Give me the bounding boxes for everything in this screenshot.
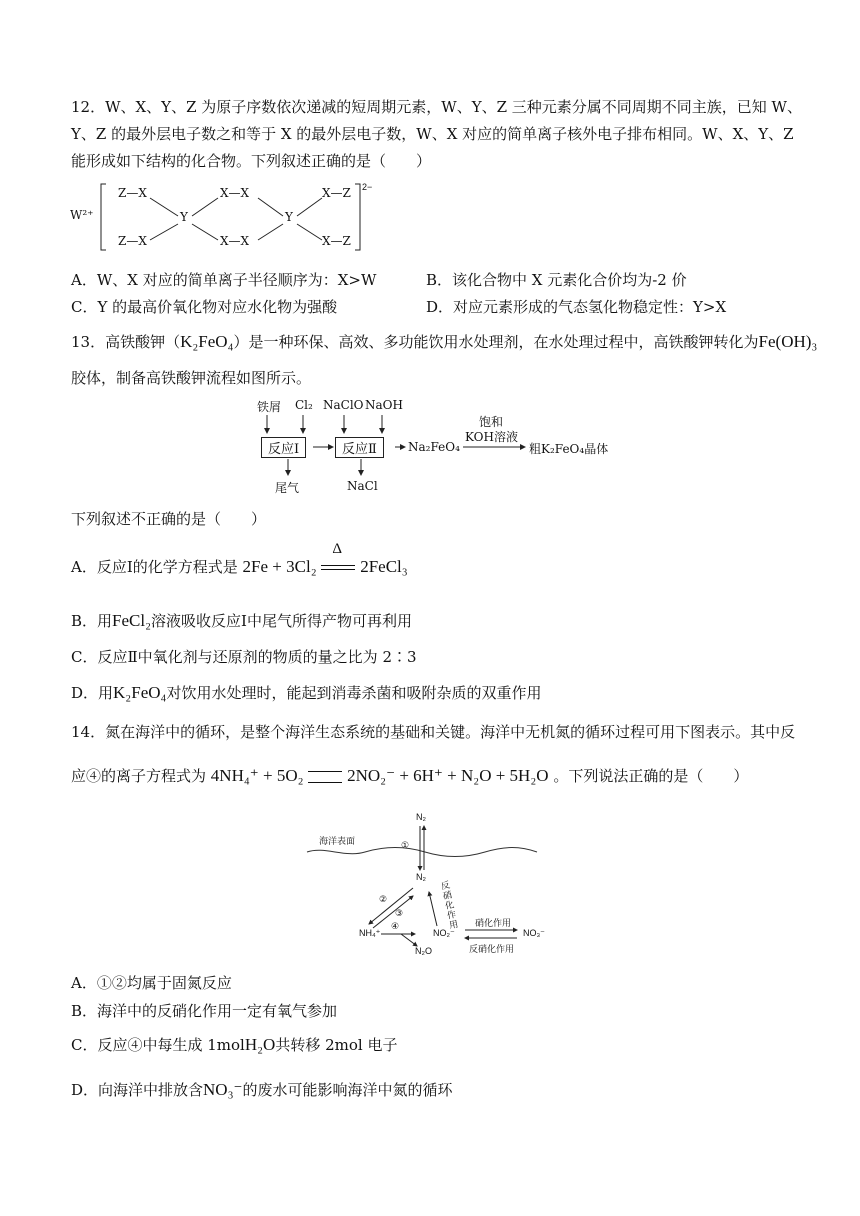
q13-option-b-post: 溶液吸收反应Ⅰ中尾气所得产物可再利用 bbox=[151, 612, 412, 630]
circle-1-label: ① bbox=[401, 840, 410, 850]
circle-4-label: ④ bbox=[391, 921, 400, 931]
q14-option-b: B．海洋中的反硝化作用一定有氧气参加 bbox=[71, 1002, 338, 1020]
flow-condition-bottom: KOH溶液 bbox=[465, 430, 518, 444]
formula-k2feo4-d: K₂FeO₄ bbox=[113, 683, 167, 702]
nh4-label: NH₄⁺ bbox=[359, 928, 381, 938]
z-x-bottom-left: Z—X bbox=[118, 234, 147, 248]
q13-stem-line1 bbox=[71, 332, 817, 352]
q13-option-b bbox=[71, 611, 412, 631]
q14-option-d-pre: D．向海洋中排放含 bbox=[71, 1081, 204, 1099]
circle-3-label: ③ bbox=[395, 908, 404, 918]
q13-option-c: C．反应Ⅱ中氧化剂与还原剂的物质的量之比为 2∶3 bbox=[71, 648, 417, 666]
y-atom-right: Y bbox=[285, 210, 293, 224]
q14-option-c bbox=[71, 1035, 397, 1055]
q14-stem-line2-a: 应④的离子方程式为 bbox=[71, 767, 207, 785]
q14-option-d bbox=[71, 1080, 453, 1100]
q13-option-a bbox=[71, 541, 408, 577]
flow-output-nacl: NaCl bbox=[347, 479, 378, 493]
q13-flow-chart bbox=[255, 395, 625, 500]
n2o-label: N₂O bbox=[415, 946, 432, 956]
flow-final-product: 粗K₂FeO₄晶体 bbox=[529, 442, 609, 456]
q12-option-c: C．Y 的最高价氧化物对应水化物为强酸 bbox=[71, 298, 338, 316]
q13-option-a-eq-left: 2Fe + 3Cl₂ bbox=[242, 557, 317, 576]
delta-equals-sign bbox=[321, 541, 355, 577]
nitrification-label: 硝化作用 bbox=[475, 918, 512, 928]
equals-sign bbox=[308, 771, 342, 783]
formula-k2feo4: K₂FeO₄ bbox=[180, 332, 234, 351]
q14-nitrogen-cycle-diagram bbox=[305, 810, 555, 960]
formula-h2o: H₂O bbox=[244, 1035, 276, 1054]
formula-no3: NO₃⁻ bbox=[203, 1080, 243, 1099]
q13-option-a-eq-right: 2FeCl₃ bbox=[360, 557, 408, 576]
q12-option-d: D．对应元素形成的气态氢化物稳定性：Y>X bbox=[426, 298, 727, 316]
q14-stem-line2-b: 。下列说法正确的是（ ） bbox=[553, 767, 749, 785]
q13-option-d-pre: D．用 bbox=[71, 684, 114, 702]
flow-input-naoh: NaOH bbox=[365, 398, 403, 412]
q13-option-d-post: 对饮用水处理时，能起到消毒杀菌和吸附杂质的双重作用 bbox=[166, 684, 542, 702]
q14-option-d-post: 的废水可能影响海洋中氮的循环 bbox=[242, 1081, 453, 1099]
denitrification-vertical-label: 反硝化作用 bbox=[439, 879, 460, 931]
q13-stem-b: ）是一种环保、高效、多功能饮用水处理剂，在水处理过程中，高铁酸钾转化为 bbox=[233, 333, 759, 351]
x-z-bottom-right: X—Z bbox=[322, 234, 351, 248]
denitrification-label: 反硝化作用 bbox=[469, 944, 515, 954]
q13-stem-a: 13．高铁酸钾（ bbox=[71, 333, 181, 351]
flow-reaction-1-box: 反应Ⅰ bbox=[261, 437, 306, 458]
q13-option-a-label: A．反应Ⅰ的化学方程式是 bbox=[71, 558, 238, 576]
y-atom-left: Y bbox=[180, 210, 188, 224]
formula-fecl2: FeCl₂ bbox=[112, 611, 152, 630]
z-x-top-left: Z—X bbox=[118, 186, 147, 200]
q13-option-b-pre: B．用 bbox=[71, 612, 113, 630]
q12-stem-line1: 12．W、X、Y、Z 为原子序数依次递减的短周期元素，W、Y、Z 三种元素分属不同周期不同主族，已知 W、 bbox=[71, 98, 802, 116]
q13-question: 下列叙述不正确的是（ ） bbox=[71, 510, 267, 528]
q12-option-b: B．该化合物中 X 元素化合价均为-2 价 bbox=[426, 271, 687, 289]
flow-input-cl2: Cl₂ bbox=[295, 398, 313, 412]
x-x-top: X—X bbox=[220, 186, 250, 200]
q12-option-a: A．W、X 对应的简单离子半径顺序为：X>W bbox=[71, 271, 377, 289]
anion-charge: 2− bbox=[362, 182, 373, 192]
q14-stem-line2 bbox=[71, 766, 748, 786]
flow-input-fe: 铁屑 bbox=[257, 400, 282, 414]
q12-stem-line2: Y、Z 的最外层电子数之和等于 X 的最外层电子数，W、X 对应的简单离子核外电子排布相同。W、X、Y、Z bbox=[71, 125, 794, 143]
n2-mid-label: N₂ bbox=[416, 872, 426, 882]
q14-option-a: A．①②均属于固氮反应 bbox=[71, 974, 232, 992]
formula-feoh3: Fe(OH)₃ bbox=[758, 332, 818, 351]
q14-equation-right: 2NO₂⁻ + 6H⁺ + N₂O + 5H₂O bbox=[347, 766, 549, 785]
cation-w: W²⁺ bbox=[70, 208, 94, 222]
n2-top-label: N₂ bbox=[416, 812, 426, 822]
flow-output-tail-gas: 尾气 bbox=[275, 481, 300, 495]
no3-label: NO₃⁻ bbox=[523, 928, 545, 938]
q14-option-c-pre: C．反应④中每生成 1mol bbox=[71, 1036, 245, 1054]
no2-label: NO₂⁻ bbox=[433, 928, 455, 938]
q14-option-c-post: 共转移 2mol 电子 bbox=[275, 1036, 398, 1054]
flow-condition-top: 饱和 bbox=[479, 415, 504, 429]
delta-symbol: Δ bbox=[332, 541, 343, 557]
q14-equation-left: 4NH₄⁺ + 5O₂ bbox=[210, 766, 304, 785]
x-z-top-right: X—Z bbox=[322, 186, 351, 200]
flow-product-na2feo4: Na₂FeO₄ bbox=[408, 440, 460, 454]
sea-surface-label: 海洋表面 bbox=[319, 836, 356, 846]
cycle-arrows bbox=[305, 810, 555, 960]
q13-option-d bbox=[71, 683, 541, 703]
q14-stem-line1: 14．氮在海洋中的循环，是整个海洋生态系统的基础和关键。海洋中无机氮的循环过程可用下图表示。其中反 bbox=[71, 723, 796, 741]
x-x-bottom: X—X bbox=[220, 234, 250, 248]
flow-input-naclo: NaClO bbox=[323, 398, 364, 412]
q13-stem-line2: 胶体，制备高铁酸钾流程如图所示。 bbox=[71, 369, 312, 387]
circle-2-label: ② bbox=[379, 894, 388, 904]
q12-stem-line3: 能形成如下结构的化合物。下列叙述正确的是（ ） bbox=[71, 152, 432, 170]
q12-structure-diagram bbox=[70, 178, 380, 258]
flow-reaction-2-box: 反应Ⅱ bbox=[335, 437, 384, 458]
